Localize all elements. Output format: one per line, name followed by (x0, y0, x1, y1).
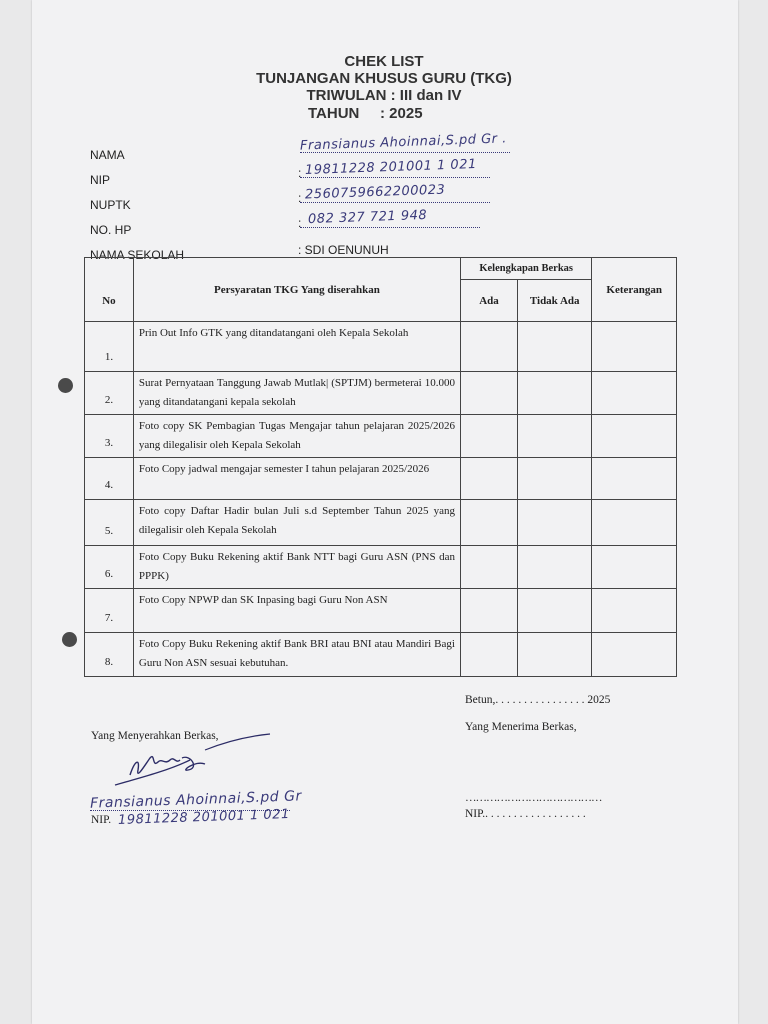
row-number: 5. (85, 500, 134, 546)
punch-hole (62, 632, 77, 647)
checklist-table (84, 257, 677, 677)
handwritten-nip: 19811228 201001 1 021 (304, 157, 477, 178)
cell-ada (460, 633, 517, 677)
cell-ada (460, 589, 517, 633)
cell-tidak-ada (518, 546, 592, 589)
col-header-ada: Ada (460, 280, 517, 322)
row-requirement: Foto Copy Buku Rekening aktif Bank NTT bagi Guru ASN (PNS dan PPPK) (133, 546, 460, 589)
dotted-line (300, 152, 510, 153)
giver-label: Yang Menyerahkan Berkas, (91, 730, 219, 742)
doc-title: CHEK LIST (344, 53, 424, 70)
colon: : (298, 166, 302, 180)
row-requirement: Foto Copy jadwal mengajar semester I tahun pelajaran 2025/2026 (133, 458, 460, 500)
punch-hole (58, 378, 73, 393)
cell-ada (460, 546, 517, 589)
row-number: 4. (85, 458, 134, 500)
cell-tidak-ada (518, 500, 592, 546)
row-requirement: Surat Pernyataan Tanggung Jawab Mutlak| (SPTJM) bermeterai 10.000 yang ditandatangani kepala sekolah (133, 372, 460, 415)
table-row (85, 546, 677, 589)
doc-period: TRIWULAN : III dan IV (306, 87, 462, 104)
handwritten-nama: Fransianus Ahoinnai,S.pd Gr . (299, 131, 508, 154)
cell-keterangan (592, 546, 677, 589)
handwritten-nuptk: 2560759662200023 (304, 182, 446, 203)
field-value-sekolah: : SDI OENUNUH (298, 243, 389, 257)
giver-nip-label: NIP. (91, 814, 112, 826)
dotted-line (300, 202, 490, 203)
col-header-requirement: Persyaratan TKG Yang diserahkan (133, 258, 460, 322)
cell-keterangan (592, 458, 677, 500)
receiver-label: Yang Menerima Berkas, (465, 721, 577, 733)
cell-keterangan (592, 322, 677, 372)
row-number: 6. (85, 546, 134, 589)
cell-ada (460, 500, 517, 546)
table-row (85, 458, 677, 500)
row-number: 7. (85, 589, 134, 633)
cell-keterangan (592, 589, 677, 633)
field-label-nama: NAMA (90, 148, 125, 162)
cell-ada (460, 415, 517, 458)
cell-ada (460, 372, 517, 415)
receiver-name-dots: ………………………………… (465, 792, 602, 804)
table-row (85, 633, 677, 677)
row-requirement: Foto Copy NPWP dan SK Inpasing bagi Guru Non ASN (133, 589, 460, 633)
giver-nip: 19811228 201001 1 021 (117, 807, 290, 828)
cell-tidak-ada (518, 633, 592, 677)
field-label-sekolah: NAMA SEKOLAH (90, 248, 185, 262)
cell-keterangan (592, 415, 677, 458)
col-header-tidak-ada: Tidak Ada (518, 280, 592, 322)
col-header-keterangan: Keterangan (592, 258, 677, 322)
cell-tidak-ada (518, 458, 592, 500)
year-label: TAHUN (308, 105, 360, 122)
doc-subtitle: TUNJANGAN KHUSUS GURU (TKG) (256, 70, 512, 87)
table-header-row (85, 258, 677, 280)
table-row (85, 372, 677, 415)
cell-keterangan (592, 500, 677, 546)
place-date: Betun,. . . . . . . . . . . . . . . . 2025 (465, 694, 611, 706)
row-number: 2. (85, 372, 134, 415)
handwritten-hp: 082 327 721 948 (307, 207, 428, 228)
table-row (85, 322, 677, 372)
cell-ada (460, 322, 517, 372)
row-requirement: Foto Copy Buku Rekening aktif Bank BRI atau BNI atau Mandiri Bagi Guru Non ASN sesuai kebutuhan. (133, 633, 460, 677)
giver-name: Fransianus Ahoinnai,S.pd Gr (89, 788, 302, 812)
cell-ada (460, 458, 517, 500)
receiver-nip: NIP.. . . . . . . . . . . . . . . . . . (465, 808, 586, 820)
row-number: 8. (85, 633, 134, 677)
table-row (85, 415, 677, 458)
row-number: 1. (85, 322, 134, 372)
col-header-kelengkapan: Kelengkapan Berkas (460, 258, 591, 280)
cell-tidak-ada (518, 322, 592, 372)
table-row (85, 589, 677, 633)
colon: : (298, 191, 302, 205)
field-label-nip: NIP (90, 173, 111, 187)
dotted-line (300, 177, 490, 178)
row-requirement: Foto copy SK Pembagian Tugas Mengajar tahun pelajaran 2025/2026 yang dilegalisir oleh Kepala Sekolah (133, 415, 460, 458)
row-number: 3. (85, 415, 134, 458)
cell-keterangan (592, 372, 677, 415)
field-label-hp: NO. HP (90, 223, 132, 237)
row-requirement: Prin Out Info GTK yang ditandatangani oleh Kepala Sekolah (133, 322, 460, 372)
table-row (85, 500, 677, 546)
row-requirement: Foto copy Daftar Hadir bulan Juli s.d September Tahun 2025 yang dilegalisir oleh Kepala Sekolah (133, 500, 460, 546)
year-value: : 2025 (380, 105, 423, 122)
handwritten-signature-icon (110, 730, 280, 790)
dotted-line (300, 227, 480, 228)
cell-tidak-ada (518, 589, 592, 633)
cell-tidak-ada (518, 415, 592, 458)
colon: : (298, 216, 302, 230)
col-header-no: No (85, 258, 134, 322)
cell-tidak-ada (518, 372, 592, 415)
cell-keterangan (592, 633, 677, 677)
field-label-nuptk: NUPTK (90, 198, 131, 212)
